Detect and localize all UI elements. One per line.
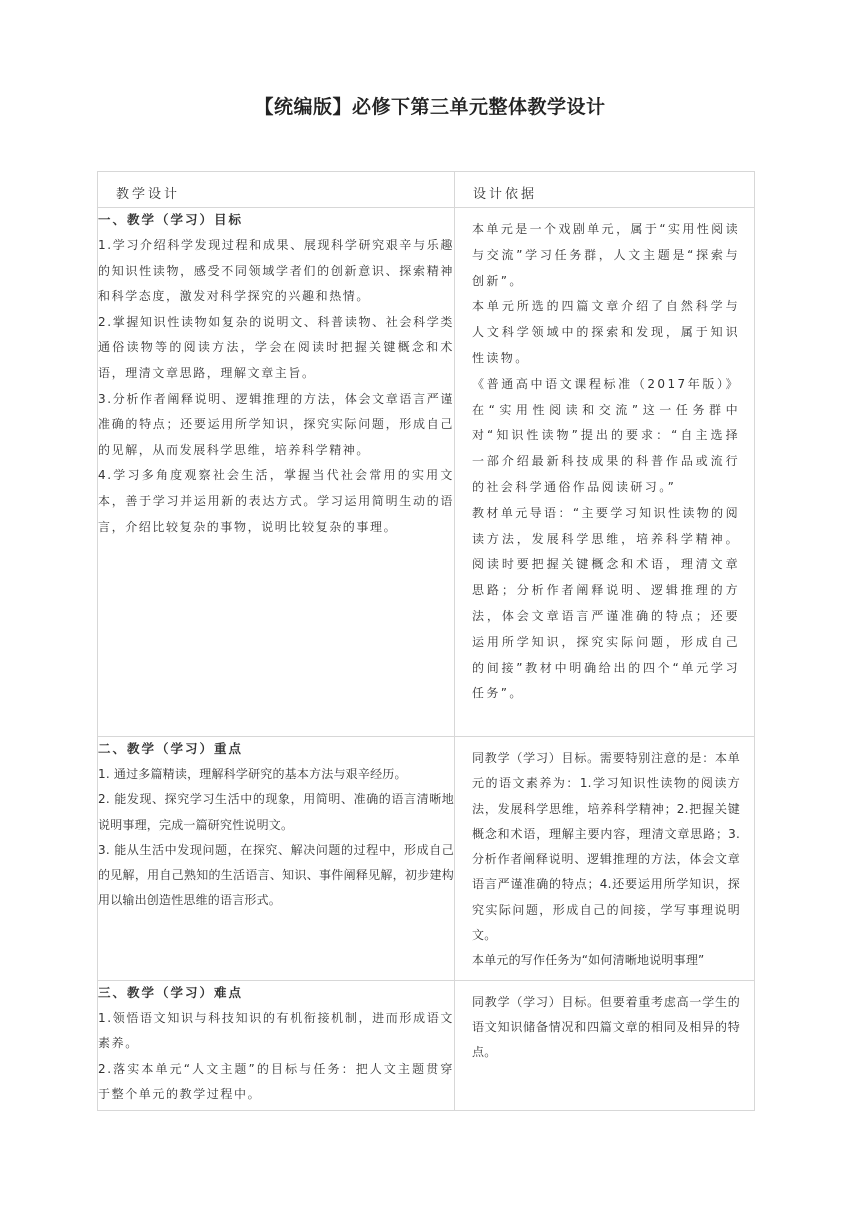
basis-paragraph: 本单元的写作任务为“如何清晰地说明事理”	[472, 953, 705, 968]
design-cell-key-points	[98, 737, 455, 981]
objective-item: 2.掌握知识性读物如复杂的说明文、科普读物、社会科学类通俗读物等的阅读方法，学会在阅读时把握关键概念和术语，理清文章思路，理解文章主旨。	[98, 314, 454, 380]
basis-paragraph: 教材单元导语：“主要学习知识性读物的阅读方法，发展科学思维，培养科学精神。阅读时要把握关键概念和术语，理清文章思路；分析作者阐释说明、逻辑推理的方法，体会文章语言严谨准确的特点；还要运用所学知识，探究实际问题，形成自己的间接”教材中明确给出的四个“单元学习任务”。	[472, 505, 740, 701]
objective-item: 3.分析作者阐释说明、逻辑推理的方法，体会文章语言严谨准确的特点；还要运用所学知识，探究实际问题，形成自己的见解，从而发展科学思维，培养科学精神。	[98, 391, 454, 457]
section-heading-objectives: 一、教学（学习）目标	[98, 212, 244, 227]
basis-paragraph: 《普通高中语文课程标准（2017年版）》在“实用性阅读和交流”这一任务群中对“知识性读物”提出的要求：“自主选择一部介绍最新科技成果的科普作品或流行的社会科学通俗作品阅读研习。”	[472, 376, 740, 494]
key-point-item: 1. 通过多篇精读，理解科学研究的基本方法与艰辛经历。	[98, 767, 407, 781]
basis-paragraph: 同教学（学习）目标。但要着重考虑高一学生的语文知识储备情况和四篇文章的相同及相异的特点。	[472, 994, 740, 1060]
section-heading-difficulties: 三、教学（学习）难点	[98, 984, 244, 1000]
table-row	[98, 980, 755, 1110]
basis-cell-key-points	[455, 737, 755, 981]
table-row	[98, 737, 755, 981]
table-header-row	[98, 172, 755, 208]
difficulty-item: 1.领悟语文知识与科技知识的有机衔接机制，进而形成语文素养。	[98, 1010, 454, 1051]
basis-paragraph: 同教学（学习）目标。需要特别注意的是：本单元的语文素养为：1.学习知识性读物的阅读方法，发展科学思维，培养科学精神；2.把握关键概念和术语，理解主要内容，理清文章思路；3.分析作者阐释说明、逻辑推理的方法，体会文章语言严谨准确的特点；4.还要运用所学知识，探究实际问题，形成自己的间接，学写事理说明文。	[472, 751, 740, 943]
key-point-item: 3. 能从生活中发现问题，在探究、解决问题的过程中，形成自己的见解，用自己熟知的生活语言、知识、事件阐释见解，初步建构用以输出创造性思维的语言形式。	[98, 842, 454, 908]
design-cell-difficulties	[98, 980, 455, 1110]
header-label-design: 教学设计	[116, 187, 181, 202]
document-title: 【统编版】必修下第三单元整体教学设计	[254, 96, 606, 118]
basis-paragraph: 本单元是一个戏剧单元，属于“实用性阅读与交流”学习任务群，人文主题是“探索与创新”。	[472, 222, 740, 288]
difficulty-item: 2.落实本单元“人文主题”的目标与任务：把人文主题贯穿于整个单元的教学过程中。	[98, 1061, 454, 1102]
key-point-item: 2. 能发现、探究学习生活中的现象，用简明、准确的语言清晰地说明事理，完成一篇研究性说明文。	[98, 792, 454, 832]
basis-cell-objectives	[455, 208, 755, 737]
basis-paragraph: 本单元所选的四篇文章介绍了自然科学与人文科学领域中的探索和发现，属于知识性读物。	[472, 299, 740, 365]
table-row	[98, 208, 755, 737]
design-cell-objectives	[98, 208, 455, 737]
basis-cell-difficulties	[455, 980, 755, 1110]
section-heading-key-points: 二、教学（学习）重点	[98, 741, 244, 756]
header-cell-design	[98, 172, 455, 208]
objective-item: 4.学习多角度观察社会生活，掌握当代社会常用的实用文本，善于学习并运用新的表达方式。学习运用简明生动的语言，介绍比较复杂的事物，说明比较复杂的事理。	[98, 468, 454, 534]
header-cell-basis	[455, 172, 755, 208]
header-label-basis: 设计依据	[473, 187, 538, 202]
lesson-plan-table	[97, 171, 755, 1111]
objective-item: 1.学习介绍科学发现过程和成果、展现科学研究艰辛与乐趣的知识性读物，感受不同领域学者们的创新意识、探索精神和科学态度，激发对科学探究的兴趣和热情。	[98, 238, 454, 304]
